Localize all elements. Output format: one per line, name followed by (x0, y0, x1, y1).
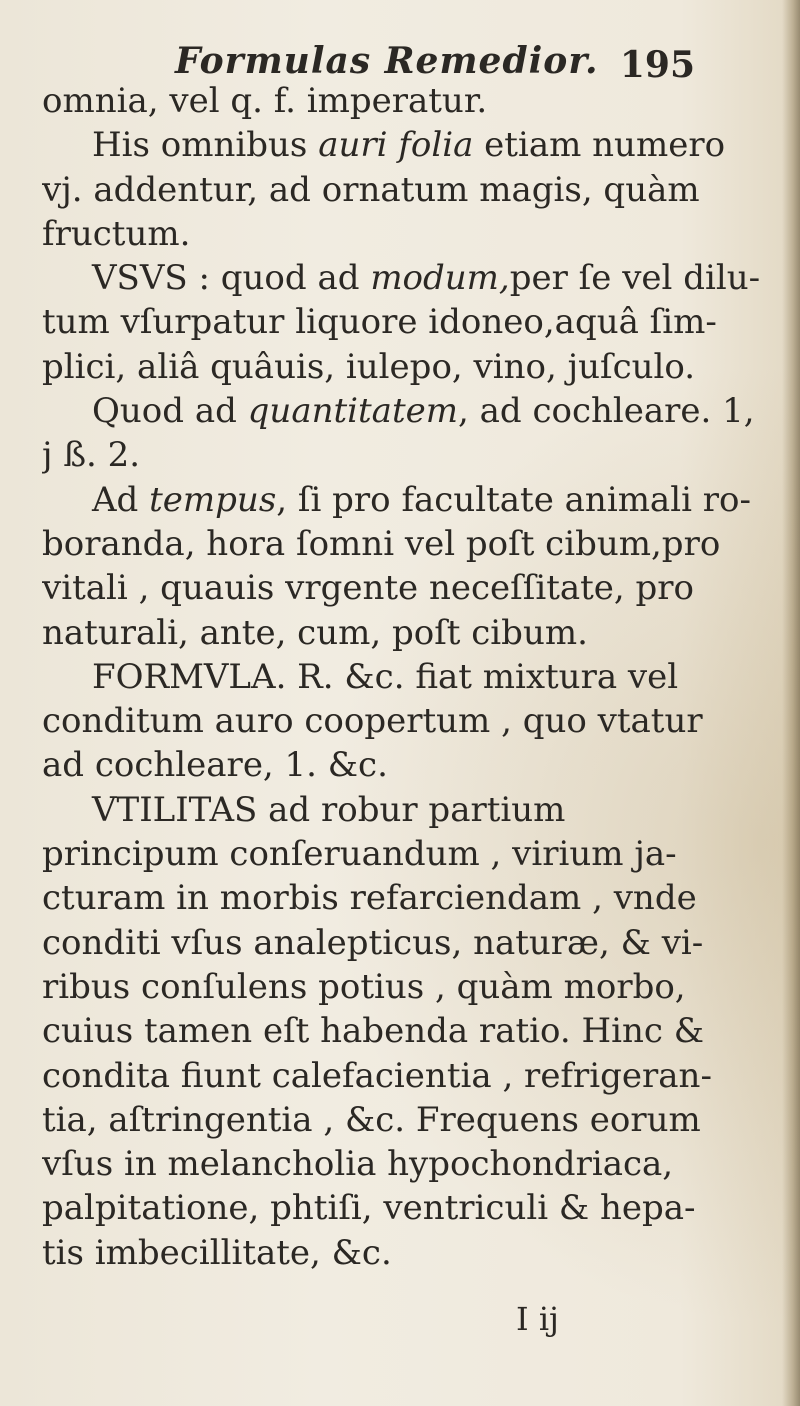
text-line-segment: tis imbecillitate, &c. (42, 1232, 392, 1273)
text-line (42, 921, 782, 965)
text-line (42, 1231, 782, 1275)
text-line (42, 123, 782, 167)
text-line-segment: vſus in melancholia hypochondriaca, (42, 1144, 674, 1185)
text-line-segment: principum conſeruandum , virium ja- (42, 834, 677, 875)
page-gutter-shadow (782, 0, 800, 1406)
text-line-segment: naturali, ante, cum, poſt cibum. (42, 612, 588, 653)
text-line (42, 832, 782, 876)
text-line-segment: , ad cochleare. 1, (457, 391, 755, 432)
text-line-segment: Ad (92, 479, 150, 520)
text-line (42, 300, 782, 344)
text-line-segment: vitali , quauis vrgente neceſſitate, pro (42, 568, 695, 609)
text-line (42, 1009, 782, 1053)
page-number: 195 (619, 44, 695, 86)
text-line-segment: etiam numero (473, 125, 726, 166)
text-line-segment: palpitatione, phtiſi, ventriculi & hepa- (42, 1188, 696, 1229)
text-line (42, 655, 782, 699)
text-line (42, 1054, 782, 1098)
text-line (42, 876, 782, 920)
text-line (42, 611, 782, 655)
text-line-segment: omnia, vel q. f. imperatur. (42, 81, 488, 121)
text-line-segment: FORMVLA. R. &c. fiat mixtura vel (92, 656, 679, 697)
text-line (42, 1142, 782, 1186)
text-line (42, 965, 782, 1009)
text-line-segment: conditi vſus analepticus, naturæ, & vi- (42, 922, 704, 963)
text-line-segment: cturam in morbis refarciendam , vnde (42, 878, 697, 919)
text-line (42, 1186, 782, 1230)
text-line-segment: conditum auro coopertum , quo vtatur (42, 701, 703, 742)
text-line-segment: condita fiunt calefacientia , refrigeran- (42, 1055, 712, 1096)
text-line (42, 168, 782, 212)
text-line (42, 212, 782, 256)
text-line-segment: , ſi pro facultate animali ro- (276, 479, 751, 520)
text-line-segment: tia, aſtringentia , &c. Frequens eorum (42, 1099, 701, 1140)
text-line (42, 743, 782, 787)
text-line (42, 478, 782, 522)
text-line-segment: tum vſurpatur liquore idoneo,aquâ ſim- (42, 302, 717, 343)
text-line-segment: fructum. (42, 213, 191, 254)
italic-term: quantitatem (247, 391, 458, 432)
text-line-segment: cuius tamen eſt habenda ratio. Hinc & (42, 1011, 705, 1052)
text-line-segment: VSVS : quod ad (92, 258, 371, 299)
text-line-segment: plici, aliâ quâuis, iulepo, vino, juſculo. (42, 346, 696, 387)
text-line-segment: j ß. 2. (42, 435, 141, 476)
italic-term: modum, (370, 258, 510, 299)
signature-mark: I ij (516, 1300, 559, 1338)
italic-term: tempus (149, 479, 277, 520)
text-line-segment: boranda, hora ſomni vel poſt cibum,pro (42, 523, 721, 564)
text-line (42, 566, 782, 610)
text-line-segment: Quod ad (92, 391, 248, 432)
text-line (42, 699, 782, 743)
text-line (42, 389, 782, 433)
text-line (42, 256, 782, 300)
text-line (42, 522, 782, 566)
text-line-segment: VTILITAS ad robur partium (92, 789, 566, 830)
text-line-segment: ad cochleare, 1. &c. (42, 745, 388, 786)
text-line-segment: His omnibus (92, 125, 319, 166)
text-line-segment: per ſe vel dilu- (509, 258, 761, 299)
text-line (42, 433, 782, 477)
text-line (42, 79, 782, 123)
text-line (42, 345, 782, 389)
running-head: Formulas Remedior. (175, 40, 599, 82)
text-line (42, 1098, 782, 1142)
text-line (42, 788, 782, 832)
body-text (42, 79, 782, 1275)
italic-term: auri folia (318, 125, 474, 166)
text-line-segment: vj. addentur, ad ornatum magis, quàm (42, 169, 700, 210)
text-line-segment: ribus conſulens potius , quàm morbo, (42, 966, 686, 1007)
